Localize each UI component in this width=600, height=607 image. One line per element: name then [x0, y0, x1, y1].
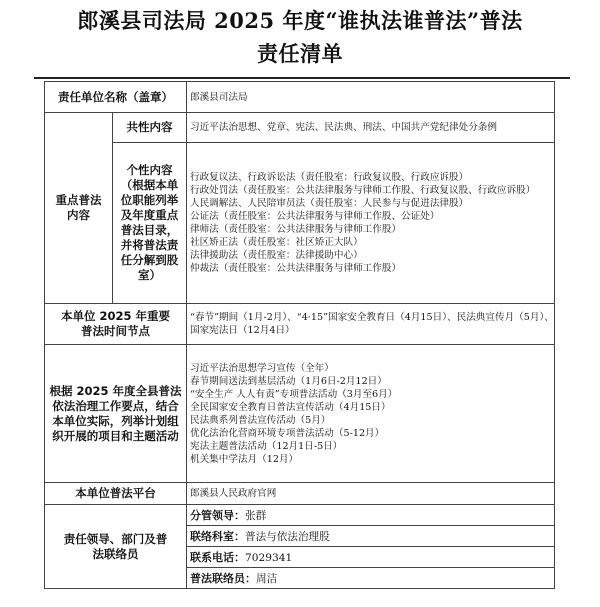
document-title-line1: 郎溪县司法局 2025 年度“谁执法谁普法”普法 [77, 8, 523, 33]
list-item: 习近平法治思想学习宣传（全年） [190, 362, 334, 374]
list-item: 宪法主题普法活动（12月1日-5日） [190, 440, 343, 452]
list-item: 春节期间送法到基层活动（1月6日-2月12日） [190, 375, 387, 387]
key-content-label [45, 113, 113, 304]
specific-content-row [45, 143, 555, 304]
key-dates-value [187, 304, 555, 345]
list-item: 优化法治化营商环境专项普法活动（5-12月） [190, 427, 385, 439]
list-item: 仲裁法（责任股室：公共法律服务与律师工作股） [190, 263, 402, 274]
platform-value: 郎溪县人民政府官网 [187, 483, 555, 505]
contact-phone [187, 547, 555, 568]
activities-label-text: 根据 2025 年度全县普法依法治理工作要点，结合本单位实际，列举计划组织开展的项目和主题活动 [49, 383, 182, 443]
list-item: 公证法（责任股室：公共法律服务与律师工作股、公证处） [190, 211, 440, 222]
activities-list [187, 345, 555, 483]
liaison-value: 周洁 [256, 573, 278, 585]
contacts-label [45, 505, 187, 589]
title-underline [34, 77, 570, 79]
specific-content-label-text: 个性内容（根据本单位职能列举及年度重点普法目录，并将普法责任分解到股室） [120, 163, 179, 282]
list-item: 人民调解法、人民陪审员法（责任股室：人民参与与促进法律股） [190, 198, 469, 209]
contact-liaison [187, 568, 555, 589]
specific-content-list [187, 143, 555, 304]
unit-row [45, 82, 555, 113]
list-item: 全民国家安全教育日普法宣传活动（4月15日） [190, 401, 391, 413]
leader-value: 张群 [245, 510, 267, 522]
phone-label: 联系电话： [190, 551, 245, 564]
specific-content-label [113, 143, 187, 304]
phone-value: 7029341 [245, 552, 293, 564]
key-dates-row [45, 304, 555, 345]
list-item: “安全生产 人人有责”专项普法活动（3月至6月） [190, 388, 398, 400]
activities-row [45, 345, 555, 483]
contact-leader-row [45, 505, 555, 526]
common-content-label: 共性内容 [113, 113, 187, 143]
contact-dept [187, 526, 555, 547]
common-content-value: 习近平法治思想、党章、宪法、民法典、刑法、中国共产党纪律处分条例 [187, 113, 555, 143]
unit-label: 责任单位名称（盖章） [45, 82, 187, 113]
leader-label: 分管领导： [190, 509, 245, 522]
platform-row [45, 483, 555, 505]
unit-value: 郎溪县司法局 [187, 82, 555, 113]
list-item: 律师法（责任股室：公共法律服务与律师工作股） [190, 224, 402, 235]
key-dates-label-text: 本单位 2025 年重要普法时间节点 [60, 309, 170, 338]
list-item: 行政复议法、行政诉讼法（责任股室：行政复议股、行政应诉股） [190, 172, 469, 183]
contact-leader [187, 505, 555, 526]
key-content-label-text: 重点普法内容 [55, 193, 102, 222]
responsibility-table [44, 81, 555, 589]
list-item: 行政处罚法（责任股室：公共法律服务与律师工作股、行政复议股、行政应诉股） [190, 185, 536, 196]
activities-label [45, 345, 187, 483]
key-dates-text: “春节”期间（1月-2月）、“4·15”国家安全教育日（4月15日）、民法典宣传月（5月）、国家宪法日（12月4日） [190, 312, 554, 336]
key-dates-label [45, 304, 187, 345]
list-item: 社区矫正法（责任股室：社区矫正大队） [190, 237, 363, 248]
contacts-label-text: 责任领导、部门及普法联络员 [63, 531, 168, 561]
platform-label: 本单位普法平台 [45, 483, 187, 505]
list-item: 法律援助法（责任股室：法律援助中心） [190, 250, 363, 261]
dept-value: 普法与依法治理股 [245, 531, 330, 543]
liaison-label: 普法联络员： [190, 572, 256, 585]
list-item: 机关集中学法月（12月） [190, 453, 299, 465]
list-item: 民法典系列普法宣传活动（5月） [190, 414, 331, 426]
dept-label: 联络科室： [190, 530, 245, 543]
document-title-line2: 责任清单 [257, 41, 343, 66]
common-content-row [45, 113, 555, 143]
